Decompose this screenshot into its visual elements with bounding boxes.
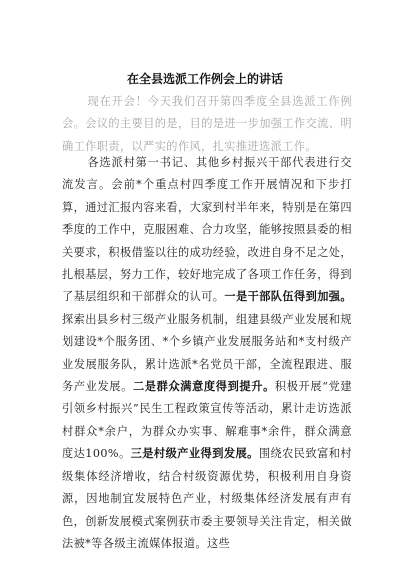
- body-text-4: 围绕农民致富和村级集体经济增收，结合村级资源优势，积极利用自身资源，因地制宜发展特色产业，村级集体经济发展有声有色，创新发展模式案例获市委主要领导关注肯定，相关做法被*等各级主流媒体报道。这些: [62, 447, 352, 550]
- body-paragraph: [62, 152, 352, 555]
- body-text-2: 探索出县乡村三级产业服务机制，组建县级产业发展和规划建设*个服务团、*个乡镇产业发展服务站和*支村级产业发展服务队，累计选派*名党员干部，全流程跟进、服务产业发展。: [62, 312, 352, 394]
- heading-point-2: 二是群众满意度得到提升。: [132, 380, 275, 394]
- heading-point-1: 一是干部队伍得到加强。: [224, 290, 352, 304]
- document-title: 在全县选派工作例会上的讲话: [126, 72, 283, 86]
- intro-paragraph: [62, 91, 352, 158]
- heading-point-3: 三是村级产业得到发展。: [130, 447, 259, 461]
- body-text-3: 积极开展“党建引领乡村振兴”民生工程政策宣传等活动，累计走访选派村群众*余户，为群众办实事、解难事*余件，群众满意度达100%。: [62, 380, 352, 461]
- intro-text: 现在开会！今天我们召开第四季度全县选派工作例会。会议的主要目的是，目的是进一步加强工作交流、明确工作职责，以严实的作风，扎实推进选派工作。: [62, 95, 352, 153]
- body-text-1: 各选派村第一书记、其他乡村振兴干部代表进行交流发言。会前*个重点村四季度工作开展情况和下步打算，通过汇报内容来看，大家到村半年来，特别是在第四季度的工作中，克服困难、合力攻坚，能够按照县委的相关要求，积极借鉴以往的成功经验，改进自身不足之处，扎根基层，努力工作，较好地完成了各项工作任务，得到了基层组织和干部群众的认可。: [62, 156, 352, 304]
